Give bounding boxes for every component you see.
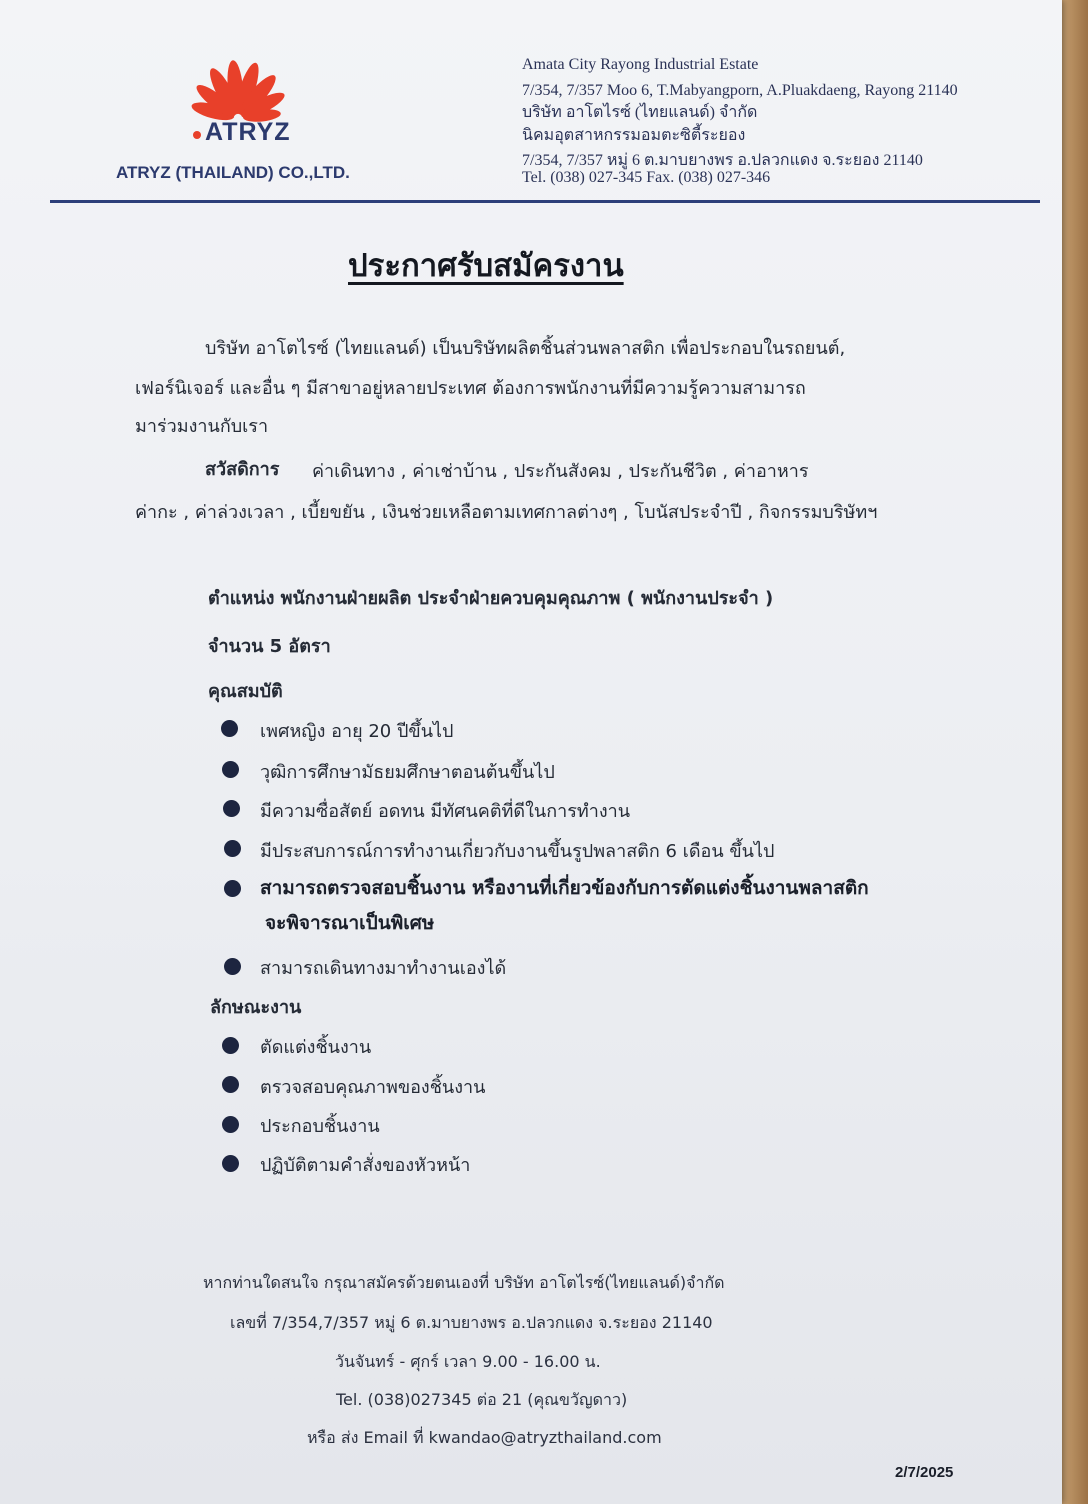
job-description-item: ตัดแต่งชิ้นงาน <box>260 1037 372 1058</box>
welfare-label: สวัสดิการ <box>205 459 280 480</box>
position-title: ตำแหน่ง พนักงานฝ่ายผลิต ประจำฝ่ายควบคุมคุณภาพ ( พนักงานประจำ ) <box>208 588 774 609</box>
footer-line-4: Tel. (038)027345 ต่อ 21 (คุณขวัญดาว) <box>336 1390 628 1409</box>
footer-line-2: เลขที่ 7/354,7/357 หมู่ 6 ต.มาบยางพร อ.ปลวกแดง จ.ระยอง 21140 <box>230 1313 713 1332</box>
bullet-icon <box>222 1116 239 1133</box>
job-description-item: ประกอบชิ้นงาน <box>260 1116 380 1137</box>
footer-line-3: วันจันทร์ - ศุกร์ เวลา 9.00 - 16.00 น. <box>335 1352 601 1371</box>
bullet-icon <box>221 720 238 737</box>
position-count: จำนวน 5 อัตรา <box>208 636 331 657</box>
bullet-icon <box>222 761 239 778</box>
qualification-item: สามารถตรวจสอบชิ้นงาน หรืองานที่เกี่ยวข้องกับการตัดแต่งชิ้นงานพลาสติก <box>260 877 869 899</box>
qualification-item: เพศหญิง อายุ 20 ปีขึ้นไป <box>260 721 454 742</box>
job-description-item: ตรวจสอบคุณภาพของชิ้นงาน <box>260 1077 486 1098</box>
bullet-icon <box>224 840 241 857</box>
job-description-heading: ลักษณะงาน <box>210 997 302 1018</box>
bullet-icon <box>224 880 241 897</box>
address-line-6: Tel. (038) 027-345 Fax. (038) 027-346 <box>522 169 771 186</box>
welfare-line-1: ค่าเดินทาง , ค่าเช่าบ้าน , ประกันสังคม , ประกันชีวิต , ค่าอาหาร <box>312 461 809 482</box>
qualification-item-continuation: จะพิจารณาเป็นพิเศษ <box>265 912 435 934</box>
bullet-icon <box>224 958 241 975</box>
address-line-2: 7/354, 7/357 Moo 6, T.Mabyangporn, A.Pluakdaeng, Rayong 21140 <box>522 82 958 99</box>
bullet-icon <box>222 1076 239 1093</box>
job-description-item: ปฏิบัติตามคำสั่งของหัวหน้า <box>260 1155 471 1176</box>
qualification-item: มีประสบการณ์การทำงานเกี่ยวกับงานขึ้นรูปพลาสติก 6 เดือน ขึ้นไป <box>260 841 775 862</box>
page-title: ประกาศรับสมัครงาน <box>348 248 624 284</box>
company-name-en: ATRYZ (THAILAND) CO.,LTD. <box>116 163 350 182</box>
intro-line-2: เฟอร์นิเจอร์ และอื่น ๆ มีสาขาอยู่หลายประเทศ ต้องการพนักงานที่มีความรู้ความสามารถ <box>135 378 806 399</box>
qualification-item: สามารถเดินทางมาทำงานเองได้ <box>260 958 507 979</box>
header-divider <box>50 200 1040 203</box>
qualification-item: มีความซื่อสัตย์ อดทน มีทัศนคติที่ดีในการทำงาน <box>260 801 631 822</box>
address-line-1: Amata City Rayong Industrial Estate <box>522 56 759 73</box>
intro-line-1: บริษัท อาโตไรซ์ (ไทยแลนด์) เป็นบริษัทผลิตชิ้นส่วนพลาสติก เพื่อประกอบในรถยนต์, <box>205 338 846 359</box>
bullet-icon <box>222 1037 239 1054</box>
qualification-item: วุฒิการศึกษามัธยมศึกษาตอนต้นขึ้นไป <box>260 762 555 783</box>
qualifications-heading: คุณสมบัติ <box>208 681 283 702</box>
bullet-icon <box>223 800 240 817</box>
welfare-line-2: ค่ากะ , ค่าล่วงเวลา , เบี้ยขยัน , เงินช่วยเหลือตามเทศกาลต่างๆ , โบนัสประจำปี , กิจกรรมบริษัทฯ <box>135 502 878 523</box>
address-line-5: 7/354, 7/357 หมู่ 6 ต.มาบยางพร อ.ปลวกแดง จ.ระยอง 21140 <box>522 152 923 169</box>
document-date: 2/7/2025 <box>895 1464 954 1481</box>
logo-wordmark: ATRYZ <box>205 118 291 146</box>
intro-line-3: มาร่วมงานกับเรา <box>135 416 269 437</box>
address-line-4: นิคมอุตสาหกรรมอมตะซิตี้ระยอง <box>522 127 746 144</box>
bullet-icon <box>222 1155 239 1172</box>
footer-line-5: หรือ ส่ง Email ที่ kwandao@atryzthailand.com <box>307 1428 662 1447</box>
address-line-3: บริษัท อาโตไรซ์ (ไทยแลนด์) จำกัด <box>522 104 758 121</box>
footer-line-1: หากท่านใดสนใจ กรุณาสมัครด้วยตนเองที่ บริษัท อาโตไรซ์(ไทยแลนด์)จำกัด <box>203 1273 725 1292</box>
